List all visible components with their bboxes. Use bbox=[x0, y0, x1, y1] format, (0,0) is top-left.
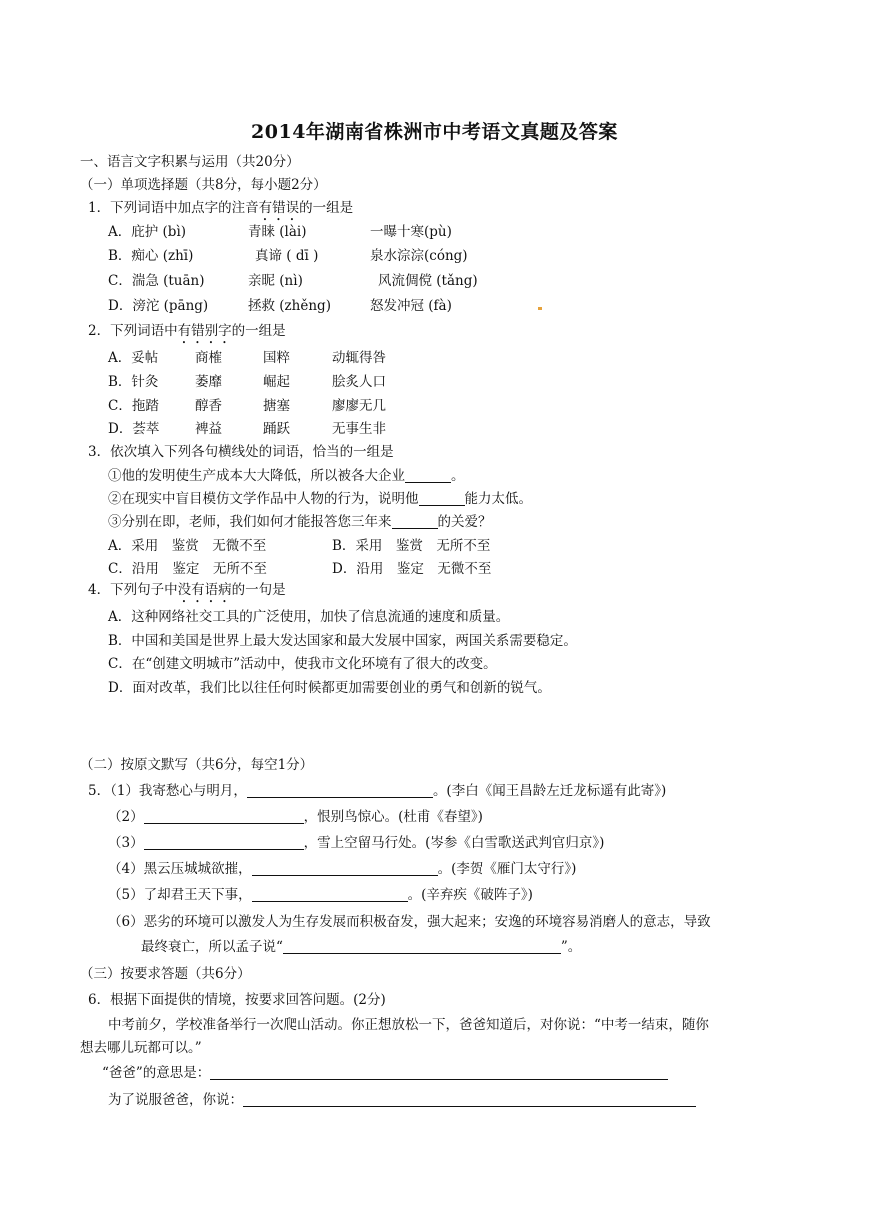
q1-option-b-3: 泉水淙淙(cóng) bbox=[370, 248, 468, 264]
q3-blank-1[interactable] bbox=[405, 468, 451, 483]
q3-s1-b: 。 bbox=[451, 468, 465, 484]
q2-option-c-1: C．拖踏 bbox=[108, 398, 159, 414]
q3-s1-a: ①他的发明使生产成本大大降低，所以被各大企业 bbox=[108, 468, 405, 484]
q6-a1-label: “爸爸”的意思是： bbox=[102, 1065, 211, 1081]
q1-option-b-2: 真谛 ( dī ) bbox=[255, 248, 319, 264]
q5-line-1 bbox=[88, 782, 666, 800]
q1-option-c-3: 风流倜傥 (tǎng) bbox=[378, 273, 478, 289]
q1-option-d-2: 拯救 (zhěng) bbox=[248, 298, 331, 314]
q1-option-c-1: C．湍急 (tuān) bbox=[108, 273, 205, 289]
q1-stem-emphasis: 有错误 bbox=[258, 200, 300, 216]
q5-blank-2[interactable] bbox=[144, 809, 304, 824]
q2-option-a-3: 国粹 bbox=[263, 350, 290, 366]
q2-stem-b: 的一组是 bbox=[231, 323, 286, 339]
q3-blank-2[interactable] bbox=[419, 491, 465, 506]
q2-option-b-2: 萎靡 bbox=[195, 374, 222, 390]
q2-option-d-1: D．荟萃 bbox=[108, 421, 160, 437]
q3-s2-b: 能力太低。 bbox=[464, 491, 532, 507]
q3-s2-a: ②在现实中盲目模仿文学作品中人物的行为，说明他 bbox=[108, 491, 419, 507]
q1-option-a-2: 青睐 (lài) bbox=[248, 224, 307, 240]
q4-stem-b: 的一句是 bbox=[231, 582, 286, 598]
q2-option-a-4: 动辄得咎 bbox=[332, 350, 386, 366]
q5-line-6b bbox=[141, 938, 581, 956]
section1-heading: 一、语言文字积累与运用（共20分） bbox=[80, 154, 300, 170]
part1-heading: （一）单项选择题（共8分，每小题2分） bbox=[80, 177, 327, 193]
part2-heading: （二）按原文默写（共6分，每空1分） bbox=[80, 757, 314, 773]
q1-option-c-2: 亲昵 (nì) bbox=[248, 273, 303, 289]
q2-option-d-4: 无事生非 bbox=[332, 421, 386, 437]
q5-line-6: （6）恶劣的环境可以激发人为生存发展而积极奋发，强大起来；安逸的环境容易消磨人的意志，导致 bbox=[108, 914, 711, 930]
q3-s3-b: 的关爱？ bbox=[437, 514, 492, 530]
page-title: 2014年湖南省株洲市中考语文真题及答案 bbox=[251, 121, 618, 143]
q6-a2-label: 为了说服爸爸，你说： bbox=[108, 1092, 243, 1108]
q2-option-b-3: 崛起 bbox=[263, 374, 290, 390]
q5-5-a: （5）了却君王天下事， bbox=[108, 887, 252, 903]
q1-option-d-3: 怒发冲冠 (fà) bbox=[370, 298, 452, 314]
q5-3-a: （3） bbox=[108, 835, 144, 851]
q5-2-b: ，恨别鸟惊心。(杜甫《春望》) bbox=[303, 809, 483, 825]
q1-option-a-3: 一曝十寒(pù) bbox=[370, 224, 452, 240]
q4-option-c: C．在“创建文明城市”活动中，使我市文化环境有了很大的改变。 bbox=[108, 656, 497, 672]
q6-answer-line-1[interactable] bbox=[210, 1065, 668, 1080]
q6-stem: 6．根据下面提供的情境，按要求回答问题。(2分) bbox=[88, 992, 386, 1008]
q1-option-a-1: A．庇护 (bì) bbox=[108, 224, 187, 240]
q4-option-d: D．面对改革，我们比以往任何时候都更加需要创业的勇气和创新的锐气。 bbox=[108, 680, 551, 696]
q5-blank-1[interactable] bbox=[247, 783, 433, 798]
q5-1-a: 5．（1）我寄愁心与明月， bbox=[88, 783, 247, 799]
q5-line-5 bbox=[108, 886, 533, 904]
q2-option-c-2: 醇香 bbox=[195, 398, 222, 414]
q6-paragraph-1: 中考前夕，学校准备举行一次爬山活动。你正想放松一下，爸爸知道后，对你说：“中考一结束，随你 bbox=[108, 1017, 709, 1033]
q3-s3-a: ③分别在即，老师，我们如何才能报答您三年来 bbox=[108, 514, 392, 530]
q1-stem bbox=[88, 199, 353, 224]
q2-option-d-2: 裨益 bbox=[195, 421, 222, 437]
q3-option-d: D．沿用 鉴定 无微不至 bbox=[332, 561, 492, 577]
q2-option-a-1: A．妥帖 bbox=[108, 350, 159, 366]
q1-option-b-1: B．痴心 (zhī) bbox=[108, 248, 194, 264]
q4-option-b: B．中国和美国是世界上最大发达国家和最大发展中国家，两国关系需要稳定。 bbox=[108, 633, 577, 649]
q3-stem: 3．依次填入下列各句横线处的词语，恰当的一组是 bbox=[88, 444, 394, 460]
q5-1-b: 。(李白《闻王昌龄左迁龙标遥有此寄》) bbox=[432, 783, 667, 799]
q2-option-a-2: 商榷 bbox=[195, 350, 222, 366]
q5-6-c: ”。 bbox=[560, 939, 582, 955]
q5-2-a: （2） bbox=[108, 809, 144, 825]
q4-stem-emphasis: 没有语病 bbox=[177, 582, 232, 598]
q3-option-c: C．沿用 鉴定 无所不至 bbox=[108, 561, 267, 577]
q2-stem-emphasis: 有错别字 bbox=[177, 323, 232, 339]
q5-line-3 bbox=[108, 834, 604, 852]
q5-line-2 bbox=[108, 808, 483, 826]
q6-answer-line-2[interactable] bbox=[243, 1092, 696, 1107]
q5-blank-5[interactable] bbox=[252, 887, 408, 902]
q4-stem-a: 4．下列句子中 bbox=[88, 582, 178, 598]
q5-blank-3[interactable] bbox=[144, 835, 304, 850]
q3-sentence-2 bbox=[108, 490, 532, 508]
orange-mark bbox=[538, 307, 542, 310]
q4-stem bbox=[88, 581, 286, 606]
q5-5-b: 。(辛弃疾《破阵子》) bbox=[407, 887, 533, 903]
q1-stem-b: 的一组是 bbox=[299, 200, 354, 216]
q3-option-b: B．采用 鉴赏 无所不至 bbox=[332, 538, 491, 554]
q3-sentence-3 bbox=[108, 513, 492, 531]
q6-answer-1 bbox=[102, 1064, 668, 1082]
q5-3-b: ，雪上空留马行处。(岑参《白雪歌送武判官归京》) bbox=[303, 835, 605, 851]
q3-sentence-1 bbox=[108, 467, 465, 485]
q5-line-4 bbox=[108, 860, 576, 878]
q2-stem bbox=[88, 322, 286, 347]
q2-option-c-4: 廖廖无几 bbox=[332, 398, 386, 414]
q5-6-b: 最终衰亡，所以孟子说“ bbox=[141, 939, 283, 955]
q3-blank-3[interactable] bbox=[392, 514, 438, 529]
q6-paragraph-2: 想去哪儿玩都可以。” bbox=[80, 1040, 202, 1056]
part3-heading: （三）按要求答题（共6分） bbox=[80, 966, 251, 982]
q5-4-a: （4）黑云压城城欲摧， bbox=[108, 861, 252, 877]
q1-option-d-1: D．滂沱 (pāng) bbox=[108, 298, 209, 314]
q2-option-b-1: B．针灸 bbox=[108, 374, 159, 390]
q5-4-b: 。(李贺《雁门太守行》) bbox=[437, 861, 577, 877]
q5-blank-6[interactable] bbox=[283, 939, 561, 954]
q2-stem-a: 2．下列词语中 bbox=[88, 323, 178, 339]
q3-option-a: A．采用 鉴赏 无微不至 bbox=[108, 538, 267, 554]
q2-option-d-3: 踊跃 bbox=[263, 421, 290, 437]
q5-blank-4[interactable] bbox=[252, 861, 438, 876]
q2-option-c-3: 搪塞 bbox=[263, 398, 290, 414]
q4-option-a: A．这种网络社交工具的广泛使用，加快了信息流通的速度和质量。 bbox=[108, 609, 510, 625]
q2-option-b-4: 脍炙人口 bbox=[332, 374, 386, 390]
q6-answer-2 bbox=[108, 1091, 696, 1109]
q1-stem-a: 1．下列词语中加点字的注音 bbox=[88, 200, 259, 216]
